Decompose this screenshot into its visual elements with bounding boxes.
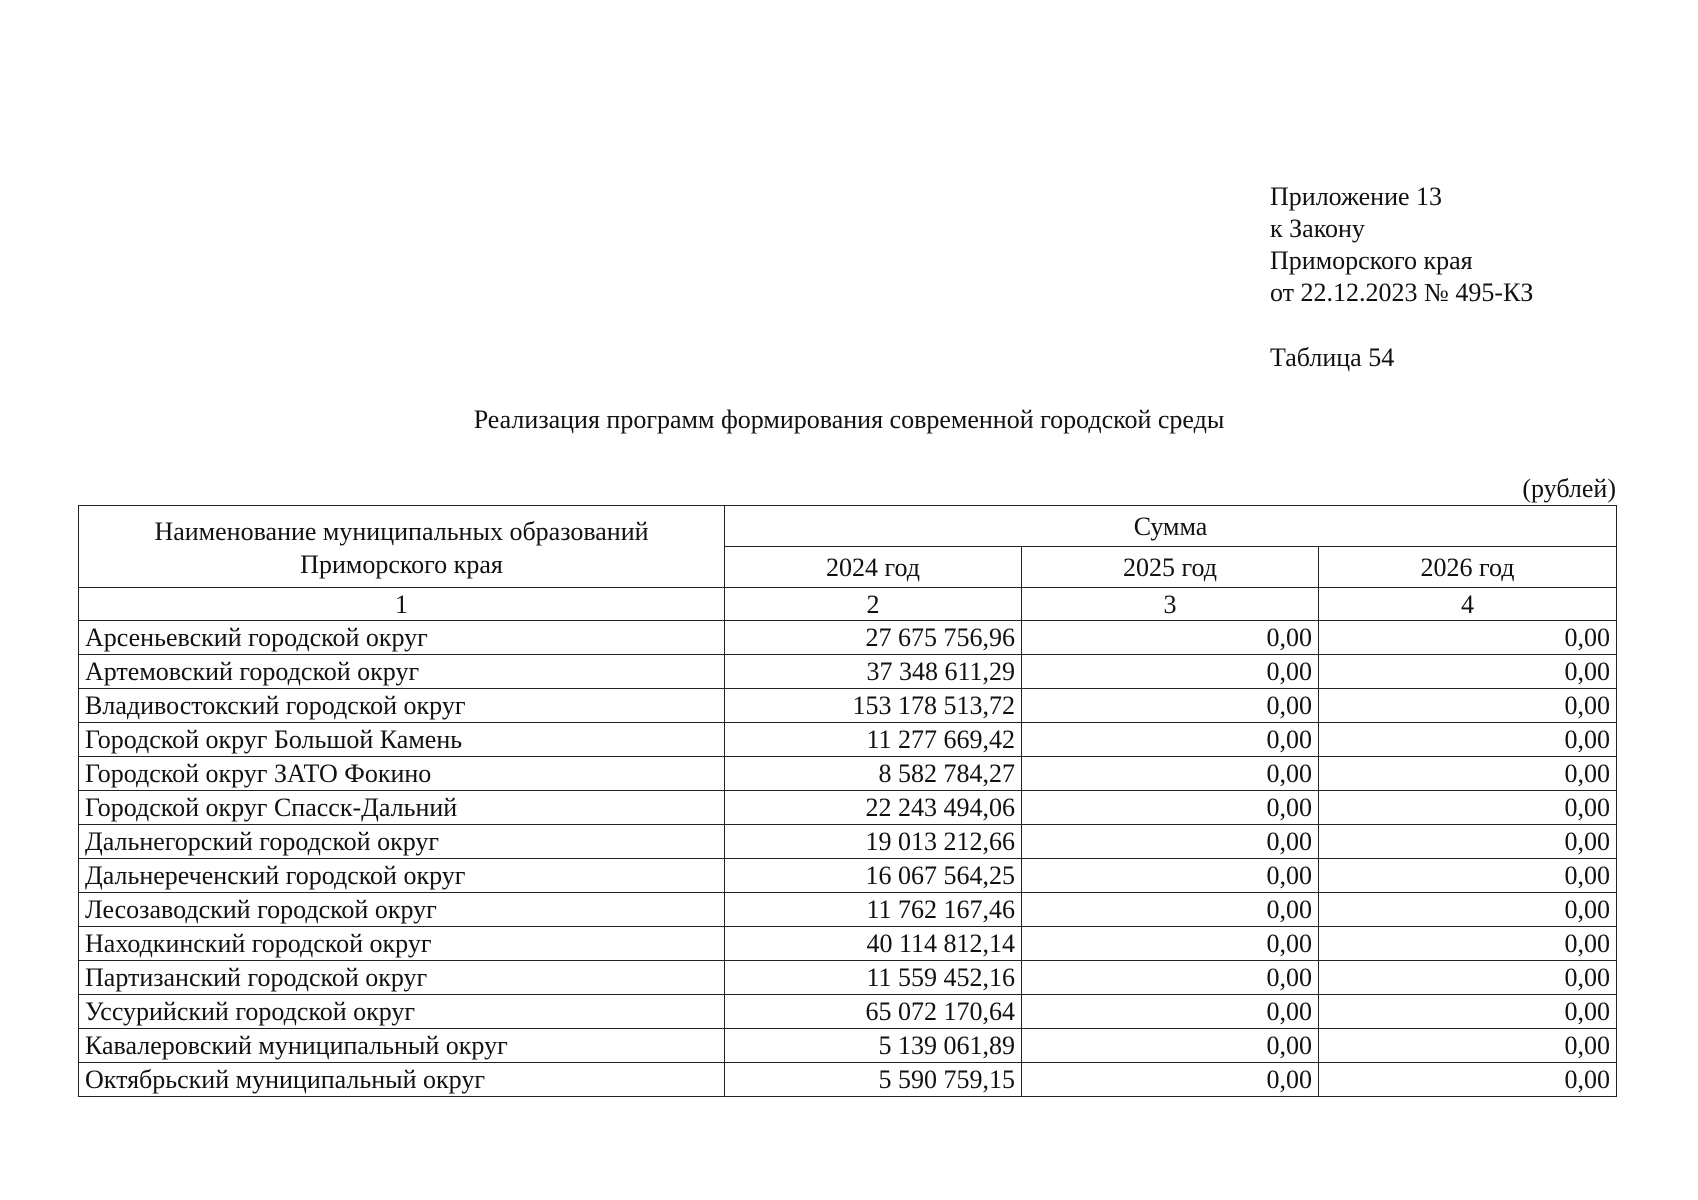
column-number: 2	[725, 588, 1022, 621]
amount-2024-cell: 5 590 759,15	[725, 1063, 1022, 1097]
amount-2026-cell: 0,00	[1319, 825, 1617, 859]
municipality-name-cell: Дальнегорский городской округ	[79, 825, 725, 859]
table-row	[79, 621, 1617, 655]
amount-2024-cell: 22 243 494,06	[725, 791, 1022, 825]
amount-2024-cell: 153 178 513,72	[725, 689, 1022, 723]
amount-2026-cell: 0,00	[1319, 995, 1617, 1029]
table-row	[79, 791, 1617, 825]
amount-2026-cell: 0,00	[1319, 927, 1617, 961]
amount-2025-cell: 0,00	[1022, 1063, 1319, 1097]
unit-label: (рублей)	[1522, 474, 1616, 503]
table-row	[79, 1063, 1617, 1097]
amount-2025-cell: 0,00	[1022, 757, 1319, 791]
amount-2025-cell: 0,00	[1022, 689, 1319, 723]
column-number: 3	[1022, 588, 1319, 621]
municipality-name-cell: Партизанский городской округ	[79, 961, 725, 995]
amount-2025-cell: 0,00	[1022, 791, 1319, 825]
appendix-line: к Закону	[1270, 214, 1365, 243]
document-title: Реализация программ формирования современной городской среды	[473, 405, 1225, 434]
municipality-name-cell: Уссурийский городской округ	[79, 995, 725, 1029]
table-row	[79, 757, 1617, 791]
amount-2025-cell: 0,00	[1022, 927, 1319, 961]
table-row	[79, 927, 1617, 961]
municipality-name-cell: Дальнереченский городской округ	[79, 859, 725, 893]
amount-2024-cell: 27 675 756,96	[725, 621, 1022, 655]
table-row	[79, 893, 1617, 927]
appendix-line: Приложение 13	[1270, 182, 1443, 211]
column-number: 1	[79, 588, 725, 621]
appendix-block	[1270, 181, 1533, 309]
municipality-name-cell: Лесозаводский городской округ	[79, 893, 725, 927]
column-number: 4	[1319, 588, 1617, 621]
municipality-name-cell: Находкинский городской округ	[79, 927, 725, 961]
municipality-name-cell: Арсеньевский городской округ	[79, 621, 725, 655]
table-row	[79, 825, 1617, 859]
amount-2026-cell: 0,00	[1319, 859, 1617, 893]
table-row	[79, 723, 1617, 757]
amount-2025-cell: 0,00	[1022, 621, 1319, 655]
amount-2026-cell: 0,00	[1319, 893, 1617, 927]
amount-2026-cell: 0,00	[1319, 1063, 1617, 1097]
municipality-name-cell: Владивостокский городской округ	[79, 689, 725, 723]
appendix-line: Приморского края	[1270, 246, 1473, 275]
amount-2024-cell: 65 072 170,64	[725, 995, 1022, 1029]
amount-2025-cell: 0,00	[1022, 825, 1319, 859]
municipality-name-cell: Городской округ Большой Камень	[79, 723, 725, 757]
municipality-name-cell: Артемовский городской округ	[79, 655, 725, 689]
amount-2024-cell: 11 277 669,42	[725, 723, 1022, 757]
amount-2024-cell: 11 559 452,16	[725, 961, 1022, 995]
amount-2025-cell: 0,00	[1022, 859, 1319, 893]
amount-2026-cell: 0,00	[1319, 723, 1617, 757]
amount-2026-cell: 0,00	[1319, 621, 1617, 655]
header-sum: Сумма	[725, 506, 1617, 547]
amount-2025-cell: 0,00	[1022, 961, 1319, 995]
amount-2025-cell: 0,00	[1022, 1029, 1319, 1063]
table-row	[79, 1029, 1617, 1063]
amount-2024-cell: 8 582 784,27	[725, 757, 1022, 791]
funding-table	[78, 505, 1617, 1097]
amount-2026-cell: 0,00	[1319, 1029, 1617, 1063]
amount-2026-cell: 0,00	[1319, 791, 1617, 825]
amount-2024-cell: 40 114 812,14	[725, 927, 1022, 961]
amount-2026-cell: 0,00	[1319, 689, 1617, 723]
amount-2025-cell: 0,00	[1022, 655, 1319, 689]
amount-2026-cell: 0,00	[1319, 655, 1617, 689]
amount-2025-cell: 0,00	[1022, 995, 1319, 1029]
table-row	[79, 995, 1617, 1029]
table-row	[79, 655, 1617, 689]
header-municipality: Наименование муниципальных образований Приморского края	[79, 506, 725, 588]
table-row	[79, 689, 1617, 723]
table-number: Таблица 54	[1270, 343, 1395, 372]
column-number-row	[79, 588, 1617, 621]
header-year: 2026 год	[1319, 547, 1617, 588]
municipality-name-cell: Городской округ Спасск-Дальний	[79, 791, 725, 825]
municipality-name-cell: Октябрьский муниципальный округ	[79, 1063, 725, 1097]
header-year: 2024 год	[725, 547, 1022, 588]
amount-2025-cell: 0,00	[1022, 723, 1319, 757]
amount-2024-cell: 5 139 061,89	[725, 1029, 1022, 1063]
amount-2026-cell: 0,00	[1319, 757, 1617, 791]
amount-2024-cell: 11 762 167,46	[725, 893, 1022, 927]
amount-2024-cell: 16 067 564,25	[725, 859, 1022, 893]
table-row	[79, 859, 1617, 893]
municipality-name-cell: Кавалеровский муниципальный округ	[79, 1029, 725, 1063]
amount-2024-cell: 37 348 611,29	[725, 655, 1022, 689]
amount-2025-cell: 0,00	[1022, 893, 1319, 927]
table-row	[79, 961, 1617, 995]
amount-2026-cell: 0,00	[1319, 961, 1617, 995]
appendix-line: от 22.12.2023 № 495-КЗ	[1270, 278, 1534, 307]
amount-2024-cell: 19 013 212,66	[725, 825, 1022, 859]
header-year: 2025 год	[1022, 547, 1319, 588]
municipality-name-cell: Городской округ ЗАТО Фокино	[79, 757, 725, 791]
